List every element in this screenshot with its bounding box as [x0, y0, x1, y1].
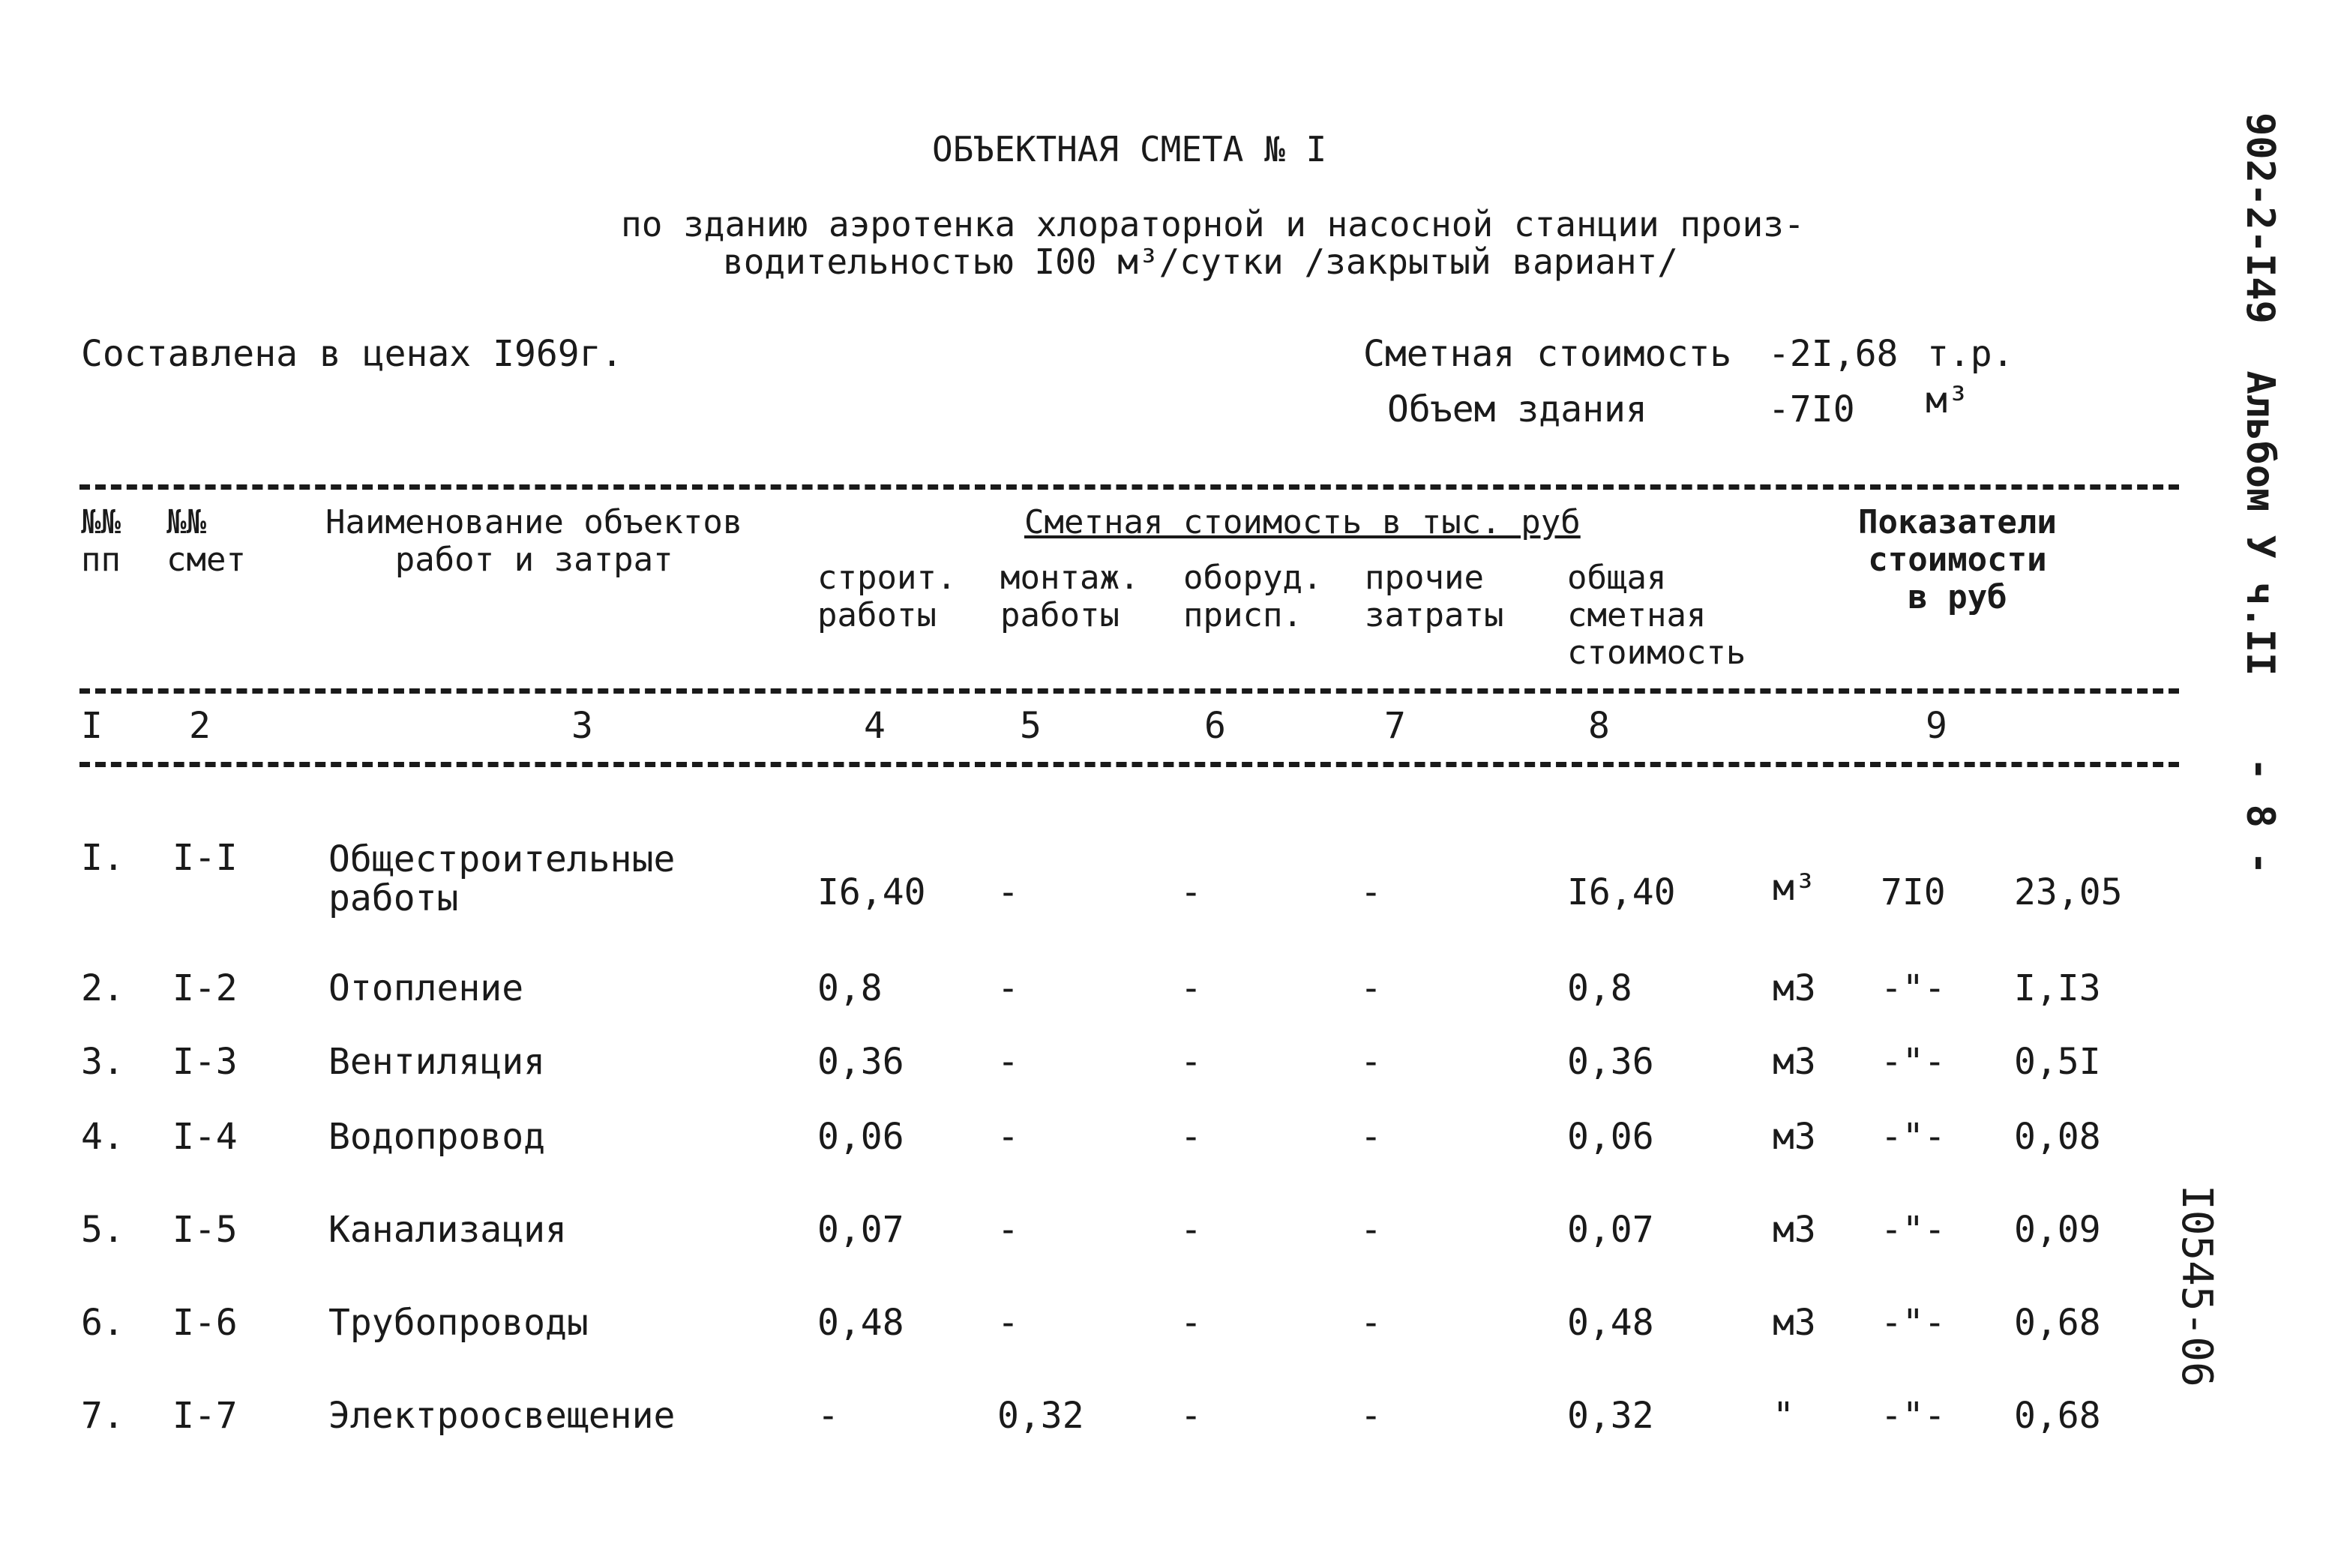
margin-album-code: 902-2-I49 Альбом У ч.II	[2238, 112, 2283, 676]
row-4-quantity: -"-	[1881, 1116, 1946, 1158]
header-col-number: №№ пп	[81, 503, 121, 579]
row-4-construction: 0,06	[817, 1116, 904, 1158]
row-2-equipment: -	[1180, 967, 1202, 1009]
document-subtitle-line1: по зданию аэротенка хлораторной и насосной станции произ-	[621, 204, 1805, 244]
col-number-2: 2	[189, 705, 211, 747]
row-7-construction: -	[817, 1395, 839, 1437]
row-4-smeta: I-4	[172, 1116, 238, 1158]
header-bottom-rule	[79, 762, 2179, 767]
header-col-other: прочие затраты	[1365, 559, 1504, 634]
row-4-installation: -	[997, 1116, 1019, 1158]
row-7-other: -	[1360, 1395, 1382, 1437]
row-5-name: Канализация	[328, 1209, 567, 1251]
row-7-equipment: -	[1180, 1395, 1202, 1437]
row-4-name: Водопровод	[328, 1116, 545, 1158]
row-5-smeta: I-5	[172, 1209, 238, 1251]
row-5-equipment: -	[1180, 1209, 1202, 1251]
row-4-unit: м3	[1773, 1116, 1816, 1158]
row-7-indicator: 0,68	[2014, 1395, 2101, 1437]
row-3-unit: м3	[1773, 1041, 1816, 1083]
col-number-3: 3	[571, 705, 593, 747]
row-6-unit: м3	[1773, 1302, 1816, 1344]
row-2-construction: 0,8	[817, 967, 883, 1009]
row-3-quantity: -"-	[1881, 1041, 1946, 1083]
header-col-name: Наименование объектов работ и затрат	[325, 503, 743, 579]
row-6-total: 0,48	[1567, 1302, 1654, 1344]
row-5-unit: м3	[1773, 1209, 1816, 1251]
row-1-total: I6,40	[1567, 871, 1676, 913]
row-1-name: Общестроительные работы	[328, 838, 676, 919]
row-1-indicator: 23,05	[2014, 871, 2123, 913]
col-number-9: 9	[1926, 705, 1947, 747]
row-2-unit: м3	[1773, 967, 1816, 1009]
prices-note: Составлена в ценах I969г.	[81, 333, 623, 375]
col-number-5: 5	[1020, 705, 1042, 747]
row-3-indicator: 0,5I	[2014, 1041, 2101, 1083]
row-2-other: -	[1360, 967, 1382, 1009]
row-7-quantity: -"-	[1881, 1395, 1946, 1437]
row-2-quantity: -"-	[1881, 967, 1946, 1009]
row-4-other: -	[1360, 1116, 1382, 1158]
row-5-other: -	[1360, 1209, 1382, 1251]
row-6-smeta: I-6	[172, 1302, 238, 1344]
row-5-construction: 0,07	[817, 1209, 904, 1251]
row-7-installation: 0,32	[997, 1395, 1084, 1437]
col-number-6: 6	[1204, 705, 1226, 747]
row-4-number: 4.	[81, 1116, 124, 1158]
header-group-cost: Сметная стоимость в тыс. руб	[1024, 503, 1581, 541]
row-1-other: -	[1360, 871, 1382, 913]
estimate-label: Сметная стоимость	[1363, 333, 1732, 375]
row-5-indicator: 0,09	[2014, 1209, 2101, 1251]
row-1-smeta: I-I	[172, 837, 238, 879]
row-1-quantity: 7I0	[1881, 871, 1946, 913]
row-6-installation: -	[997, 1302, 1019, 1344]
margin-page-number: - 8 -	[2238, 757, 2283, 875]
row-6-quantity: -"-	[1881, 1302, 1946, 1344]
margin-document-code: I0545-06	[2172, 1185, 2221, 1387]
col-number-1: I	[81, 705, 103, 747]
row-3-equipment: -	[1180, 1041, 1202, 1083]
row-2-indicator: I,I3	[2014, 967, 2101, 1009]
row-7-number: 7.	[81, 1395, 124, 1437]
row-6-name: Трубопроводы	[328, 1302, 589, 1344]
row-2-total: 0,8	[1567, 967, 1632, 1009]
header-col-total: общая сметная стоимость	[1567, 559, 1746, 672]
document-subtitle-line2: водительностью I00 м³/сутки /закрытый вариант/	[723, 241, 1678, 282]
row-6-equipment: -	[1180, 1302, 1202, 1344]
estimate-unit: т.р.	[1927, 333, 2014, 375]
row-3-other: -	[1360, 1041, 1382, 1083]
row-2-installation: -	[997, 967, 1019, 1009]
row-6-construction: 0,48	[817, 1302, 904, 1344]
row-5-installation: -	[997, 1209, 1019, 1251]
header-col-installation: монтаж. работы	[1000, 559, 1140, 634]
row-5-number: 5.	[81, 1209, 124, 1251]
row-4-total: 0,06	[1567, 1116, 1654, 1158]
header-col-smeta: №№ смет	[166, 503, 246, 579]
volume-label: Объем здания	[1387, 388, 1647, 430]
row-2-number: 2.	[81, 967, 124, 1009]
row-6-indicator: 0,68	[2014, 1302, 2101, 1344]
row-5-quantity: -"-	[1881, 1209, 1946, 1251]
row-3-number: 3.	[81, 1041, 124, 1083]
header-top-rule	[79, 484, 2179, 490]
col-number-7: 7	[1384, 705, 1406, 747]
row-1-installation: -	[997, 871, 1019, 913]
header-col-equipment: оборуд. присп.	[1183, 559, 1323, 634]
row-4-equipment: -	[1180, 1116, 1202, 1158]
row-7-name: Электроосвещение	[328, 1395, 676, 1437]
header-col-construction: строит. работы	[817, 559, 957, 634]
row-2-name: Отопление	[328, 967, 524, 1009]
row-7-total: 0,32	[1567, 1395, 1654, 1437]
row-4-indicator: 0,08	[2014, 1116, 2101, 1158]
row-3-installation: -	[997, 1041, 1019, 1083]
col-number-4: 4	[864, 705, 886, 747]
document-title: ОБЪЕКТНАЯ СМЕТА № I	[932, 129, 1327, 169]
row-3-smeta: I-3	[172, 1041, 238, 1083]
col-number-8: 8	[1588, 705, 1610, 747]
header-col-indicators: Показатели стоимости в руб	[1858, 503, 2057, 616]
row-2-smeta: I-2	[172, 967, 238, 1009]
row-7-unit: "	[1773, 1395, 1794, 1437]
row-6-other: -	[1360, 1302, 1382, 1344]
header-mid-rule	[79, 688, 2179, 694]
row-1-number: I.	[81, 837, 124, 879]
row-5-total: 0,07	[1567, 1209, 1654, 1251]
volume-unit: м³	[1926, 379, 1969, 421]
row-3-total: 0,36	[1567, 1041, 1654, 1083]
estimate-value: -2I,68	[1768, 333, 1899, 375]
row-3-name: Вентиляция	[328, 1041, 545, 1083]
row-1-construction: I6,40	[817, 871, 926, 913]
row-3-construction: 0,36	[817, 1041, 904, 1083]
row-1-equipment: -	[1180, 871, 1202, 913]
volume-value: -7I0	[1768, 388, 1855, 430]
row-1-unit: м³	[1773, 867, 1816, 909]
row-7-smeta: I-7	[172, 1395, 238, 1437]
row-6-number: 6.	[81, 1302, 124, 1344]
